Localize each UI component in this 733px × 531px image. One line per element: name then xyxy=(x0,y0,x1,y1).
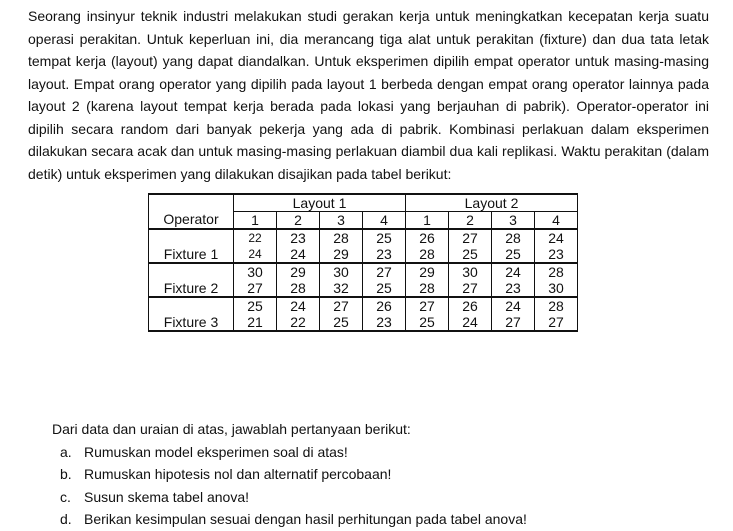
table-cell: 24 xyxy=(535,229,578,246)
table-cell: 29 xyxy=(406,263,449,280)
list-marker: d. xyxy=(60,511,72,527)
table-cell: 32 xyxy=(320,280,363,297)
table-cell: 27 xyxy=(449,229,492,246)
list-marker: a. xyxy=(60,443,72,460)
table-cell: 26 xyxy=(406,229,449,246)
table-cell: 21 xyxy=(234,314,277,331)
operator-header: Operator xyxy=(149,194,234,229)
table-row xyxy=(149,229,578,246)
table-cell: 27 xyxy=(449,280,492,297)
operator-number: 2 xyxy=(277,212,320,230)
table-cell: 24 xyxy=(277,297,320,314)
question-text: Susun skema tabel anova! xyxy=(84,488,249,505)
table-header-row xyxy=(149,194,578,212)
table-cell: 25 xyxy=(449,246,492,263)
operator-number: 4 xyxy=(363,212,406,230)
table-cell: 27 xyxy=(363,263,406,280)
operator-number: 1 xyxy=(234,212,277,230)
list-item xyxy=(52,508,527,531)
table-cell: 28 xyxy=(492,229,535,246)
layout2-header: Layout 2 xyxy=(406,194,578,212)
operator-number: 1 xyxy=(406,212,449,230)
list-marker: b. xyxy=(60,466,72,482)
table-cell: 27 xyxy=(234,280,277,297)
table-cell: 28 xyxy=(406,246,449,263)
table-cell: 29 xyxy=(277,263,320,280)
table-cell: 23 xyxy=(535,246,578,263)
table-cell: 27 xyxy=(535,314,578,331)
table-cell: 30 xyxy=(535,280,578,297)
table-cell: 24 xyxy=(449,314,492,331)
table-cell: 23 xyxy=(492,280,535,297)
table-cell: 25 xyxy=(363,229,406,246)
assembly-time-table xyxy=(148,193,578,332)
fixture-label: Fixture 1 xyxy=(149,229,234,263)
table-cell: 28 xyxy=(406,280,449,297)
table-cell: 25 xyxy=(320,314,363,331)
table-cell: 26 xyxy=(449,297,492,314)
fixture-label: Fixture 2 xyxy=(149,263,234,297)
layout1-header: Layout 1 xyxy=(234,194,406,212)
list-marker: c. xyxy=(60,488,71,505)
table-cell: 23 xyxy=(277,229,320,246)
table-cell: 30 xyxy=(234,263,277,280)
operator-number: 4 xyxy=(535,212,578,230)
table-cell: 25 xyxy=(234,297,277,314)
questions-section xyxy=(52,418,527,531)
table-cell: 25 xyxy=(363,280,406,297)
list-item xyxy=(52,463,527,486)
operator-number: 2 xyxy=(449,212,492,230)
table-row xyxy=(149,263,578,280)
table-cell: 28 xyxy=(535,263,578,280)
table-cell: 29 xyxy=(320,246,363,263)
table-cell: 28 xyxy=(277,280,320,297)
table-cell: 22 xyxy=(234,229,277,246)
table-cell: 26 xyxy=(363,297,406,314)
fixture-label: Fixture 3 xyxy=(149,297,234,331)
intro-paragraph: Seorang insinyur teknik industri melakukan studi gerakan kerja untuk meningkatkan kecepatan kerja suatu operasi perakitan. Untuk keperluan ini, dia merancang tiga alat untuk perakitan (fixture) dan dua tata letak tempat kerja (layout) yang dapat diandalkan. Untuk eksperimen dipilih empat operator untuk masing-masing layout. Empat orang operator yang dipilih pada layout 1 berbeda dengan empat orang operator lainnya pada layout 2 (karena layout tempat kerja berada pada lokasi yang berjauhan di pabrik). Operator-operator ini dipilih secara random dari banyak pekerja yang ada di pabrik. Kombinasi perlakuan dalam eksperimen dilakukan secara acak dan untuk masing-masing perlakuan diambil dua kali replikasi. Waktu perakitan (dalam detik) untuk eksperimen yang dilakukan disajikan pada tabel berikut: xyxy=(28,8,709,182)
table-cell: 25 xyxy=(406,314,449,331)
list-item xyxy=(52,441,527,464)
list-item xyxy=(52,486,527,509)
table-cell: 23 xyxy=(363,314,406,331)
table-cell: 27 xyxy=(406,297,449,314)
table-cell: 27 xyxy=(492,314,535,331)
questions-lead: Dari data dan uraian di atas, jawablah pertanyaan berikut: xyxy=(52,421,411,437)
table-cell: 27 xyxy=(320,297,363,314)
table-cell: 30 xyxy=(449,263,492,280)
question-list xyxy=(52,441,527,531)
table-cell: 24 xyxy=(277,246,320,263)
operator-number: 3 xyxy=(492,212,535,230)
table-cell: 24 xyxy=(492,263,535,280)
table-cell: 28 xyxy=(320,229,363,246)
table-cell: 30 xyxy=(320,263,363,280)
table-cell: 24 xyxy=(234,246,277,263)
operator-number: 3 xyxy=(320,212,363,230)
table-cell: 23 xyxy=(363,246,406,263)
table-cell: 28 xyxy=(535,297,578,314)
question-text: Rumuskan model eksperimen soal di atas! xyxy=(84,443,348,460)
question-text: Rumuskan hipotesis nol dan alternatif percobaan! xyxy=(84,466,392,482)
table-cell: 22 xyxy=(277,314,320,331)
question-text: Berikan kesimpulan sesuai dengan hasil perhitungan pada tabel anova! xyxy=(84,511,527,527)
table-row xyxy=(149,297,578,314)
table-cell: 24 xyxy=(492,297,535,314)
table-cell: 25 xyxy=(492,246,535,263)
